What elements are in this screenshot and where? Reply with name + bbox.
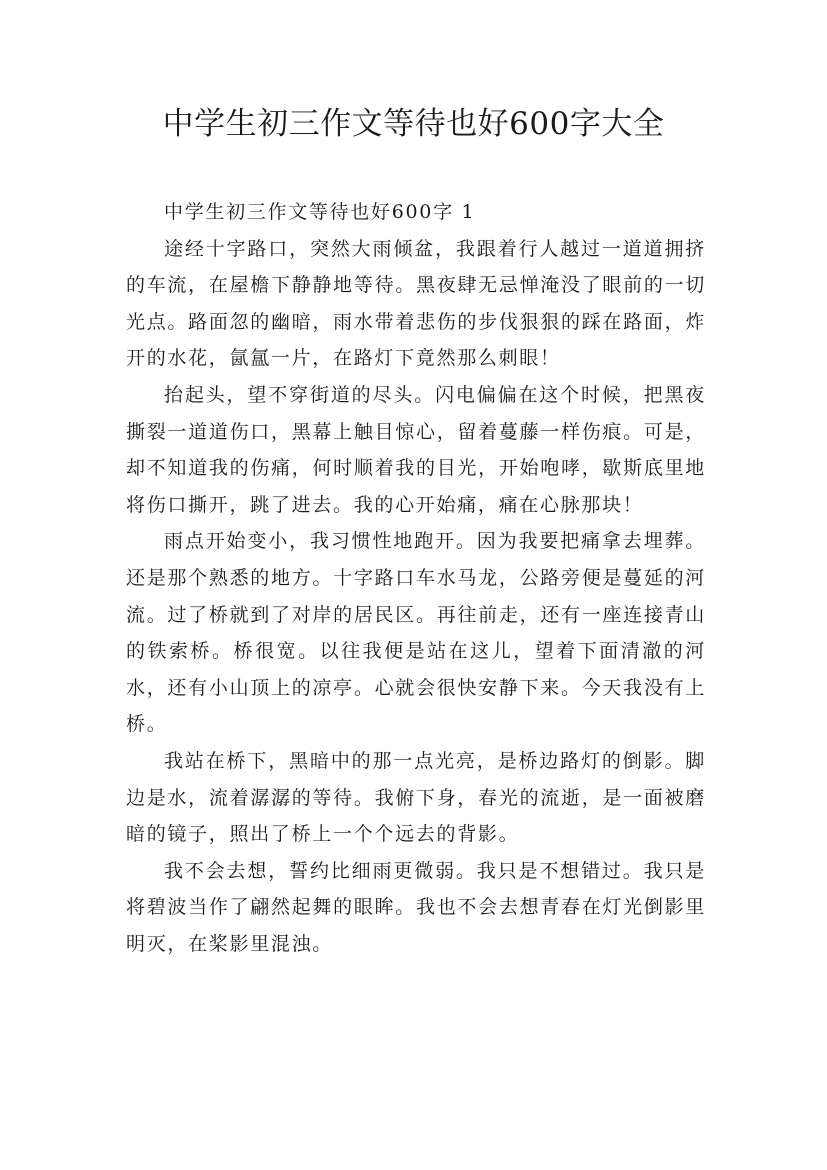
article-subheading: 中学生初三作文等待也好600字 1	[164, 201, 476, 223]
article-body	[126, 194, 706, 962]
article-paragraph: 我站在桥下，黑暗中的那一点光亮，是桥边路灯的倒影。脚边是水，流着潺潺的等待。我俯下身，春光的流逝，是一面被磨暗的镜子，照出了桥上一个个远去的背影。	[126, 749, 706, 846]
article-paragraph: 抬起头，望不穿街道的尽头。闪电偏偏在这个时候，把黑夜撕裂一道道伤口，黑幕上触目惊心，留着蔓藤一样伤痕。可是，却不知道我的伤痛，何时顺着我的目光，开始咆哮，歇斯底里地将伤口撕开，跳了进去。我的心开始痛，痛在心脉那块！	[126, 383, 706, 516]
article-paragraph: 我不会去想，誓约比细雨更微弱。我只是不想错过。我只是将碧波当作了翩然起舞的眼眸。我也不会去想青春在灯光倒影里明灭，在桨影里混浊。	[126, 859, 706, 955]
article-paragraph: 途经十字路口，突然大雨倾盆，我跟着行人越过一道道拥挤的车流，在屋檐下静静地等待。黑夜肆无忌惮淹没了眼前的一切光点。路面忽的幽暗，雨水带着悲伤的步伐狠狠的踩在路面，炸开的水花，氤氲一片，在路灯下竟然那么刺眼！	[126, 237, 706, 370]
document-title: 中学生初三作文等待也好600字大全	[162, 106, 665, 142]
article-paragraph: 雨点开始变小，我习惯性地跑开。因为我要把痛拿去埋葬。还是那个熟悉的地方。十字路口车水马龙，公路旁便是蔓延的河流。过了桥就到了对岸的居民区。再往前走，还有一座连接青山的铁索桥。桥很宽。以往我便是站在这儿，望着下面清澈的河水，还有小山顶上的凉亭。心就会很快安静下来。今天我没有上桥。	[126, 530, 706, 736]
